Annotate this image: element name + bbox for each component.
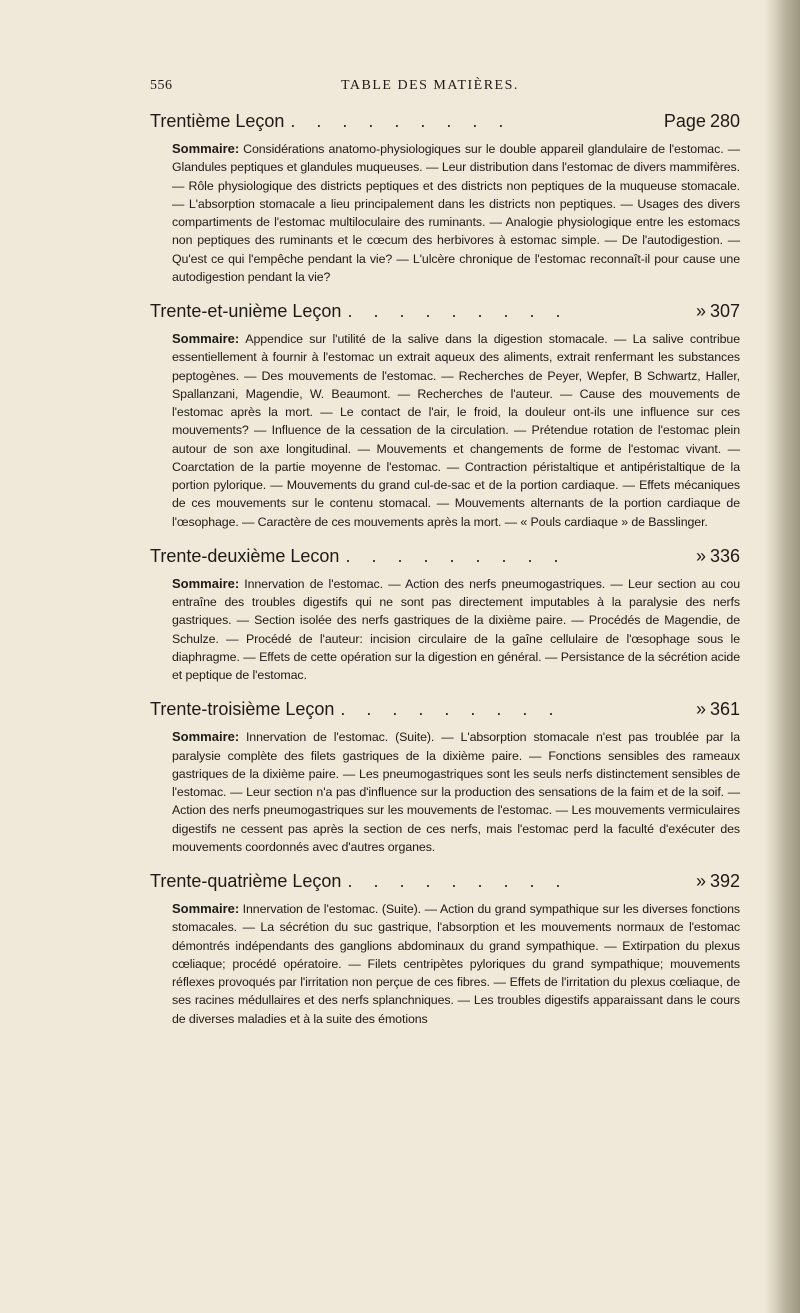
lesson-summary [150, 728, 740, 856]
page-edge-shadow [764, 0, 800, 1313]
lesson-title: Trentième Leçon [150, 111, 285, 131]
page-number: 556 [150, 78, 173, 93]
page-label: » [695, 545, 706, 566]
page-header [150, 78, 740, 98]
lesson-summary [150, 140, 740, 286]
summary-text: Considérations anatomo-physiologiques sur le double appareil glandulaire de l'estomac. — Glandules peptiques et glandules muqueuses. — Leur distribution dans l'estomac de divers mammifères. — Rôle physiologique des districts peptiques et des districts non peptiques de la muqueuse stomacale. — L'absorption stomacale a lieu principalement dans les districts non peptiques. — Usages des divers compartiments de l'estomac multiloculaire des ruminants. — Analogie physiologique entre les estomacs non peptiques des ruminants et le cœcum des herbivores à estomac simple. — De l'autodigestion. — Qu'est ce qui l'empêche pendant la vie? — L'ulcère chronique de l'estomac reconnaît-il pour cause une autodigestion pendant la vie? [172, 142, 740, 284]
dot-leader: . . . . . . . . . [290, 111, 512, 131]
lesson-heading [150, 298, 740, 324]
lesson-entry [150, 696, 740, 856]
lesson-heading [150, 543, 740, 569]
dot-leader: . . . . . . . . . [347, 301, 569, 321]
dot-leader: . . . . . . . . . [345, 545, 567, 566]
lesson-entry [150, 868, 740, 1028]
lesson-summary [150, 900, 740, 1028]
summary-text: Innervation de l'estomac. — Action des nerfs pneumogastriques. — Leur section au cou entraîne des troubles digestifs qui ne sont pas directement imputables à la paralysie des nerfs gastriques. — Section isolée des nerfs gastriques de la dixième paire. — Procédés de Magendie, de Schulze. — Procédé de l'auteur: incision circulaire de la gaîne cellulaire de l'œsophage sous le diaphragme. — Effets de cette opération sur la digestion en général. — Persistance de la sécrétion acide et peptique de l'estomac. [172, 576, 740, 682]
page-reference: 307 [709, 301, 740, 321]
lesson-entry [150, 543, 740, 685]
lesson-summary [150, 330, 740, 531]
lesson-heading [150, 868, 740, 894]
summary-label: Sommaire: [172, 141, 240, 156]
summary-text: Appendice sur l'utilité de la salive dans la digestion stomacale. — La salive contribue essentiellement à fournir à l'estomac un extrait aqueux des aliments, extrait renfermant les substances peptogènes. — Des mouvements de l'estomac. — Recherches de Peyer, Wepfer, B Schwartz, Haller, Spallanzani, Magendie, W. Beaumont. — Recherches de l'auteur. — Cause des mouvements de l'estomac après la mort. — Le contact de l'air, le froid, la douleur ont-ils une influence sur ces mouvements? — Influence de la cessation de la circulation. — Prétendue rotation de l'estomac plein autour de son axe longitudinal. — Mouvements et changements de forme de l'estomac vivant. — Coarctation de la partie moyenne de l'estomac. — Contraction péristaltique et antipéristaltique de la portion pylorique. — Mouvements du grand cul-de-sac et de la portion cardiaque. — Effets mécaniques de ces mouvements sur le contenu stomacal. — Mouvements alternants de la portion cardiaque de l'œsophage. — Caractère de ces mouvements après la mort. — « Pouls cardiaque » de Basslinger. [172, 332, 740, 529]
summary-label: Sommaire: [172, 575, 240, 591]
lesson-heading [150, 108, 740, 134]
summary-label: Sommaire: [172, 331, 240, 346]
page-label: » [695, 871, 706, 891]
lesson-entry [150, 108, 740, 286]
dot-leader: . . . . . . . . . [340, 699, 562, 720]
lesson-title: Trente-quatrième Leçon [150, 871, 342, 891]
lesson-summary [150, 575, 740, 685]
lesson-title: Trente-et-unième Leçon [150, 301, 342, 321]
summary-text: Innervation de l'estomac. (Suite). — Action du grand sympathique sur les diverses fonctions stomacales. — La sécrétion du suc gastrique, l'absorption et les mouvements normaux de l'estomac démontrés indépendants des ganglions abdominaux du grand sympathique. — Extirpation du plexus cœliaque; procédé opératoire. — Filets centripètes pyloriques du grand sympathique; mouvements réflexes provoqués par l'irritation non perçue de ces fibres. — Effets de l'irritation du plexus cœliaque, de ses racines médullaires et des nerfs splanchniques. — Les troubles digestifs apparaissant dans le cours de diverses maladies et à la suite des émotions [172, 902, 740, 1026]
page-reference: 280 [709, 111, 740, 131]
summary-text: Innervation de l'estomac. (Suite). — L'absorption stomacale n'est pas troublée par la paralysie complète des filets gastriques de la dixième paire. — Fonctions sensibles des rameaux gastriques de la dixième paire. — Les pneumogastriques sont les seuls nerfs distinctement sensibles de l'estomac. — Leur section n'a pas d'influence sur la production des sensations de la faim et de la soif. — Action des nerfs pneumogastriques sur les mouvements de l'estomac. — Les mouvements vermiculaires digestifs ne cessent pas après la section de ces nerfs, mais l'estomac perd la faculté d'exécuter des mouvements coordonnés avec d'autres organes. [172, 730, 740, 854]
summary-label: Sommaire: [172, 901, 240, 916]
page-label: Page [663, 111, 706, 131]
page-label: » [695, 301, 706, 321]
page-reference: 361 [709, 699, 740, 720]
lesson-entry [150, 298, 740, 531]
lesson-title: Trente-deuxième Lecon [150, 545, 340, 566]
summary-label: Sommaire: [172, 729, 240, 745]
page-reference: 392 [709, 871, 740, 891]
lesson-heading [150, 696, 740, 722]
lesson-title: Trente-troisième Leçon [150, 699, 335, 720]
page-reference: 336 [709, 545, 740, 566]
dot-leader: . . . . . . . . . [347, 871, 569, 891]
running-head: TABLE DES MATIÈRES. [341, 78, 519, 93]
page-label: » [695, 699, 706, 720]
table-of-contents [150, 108, 740, 1040]
